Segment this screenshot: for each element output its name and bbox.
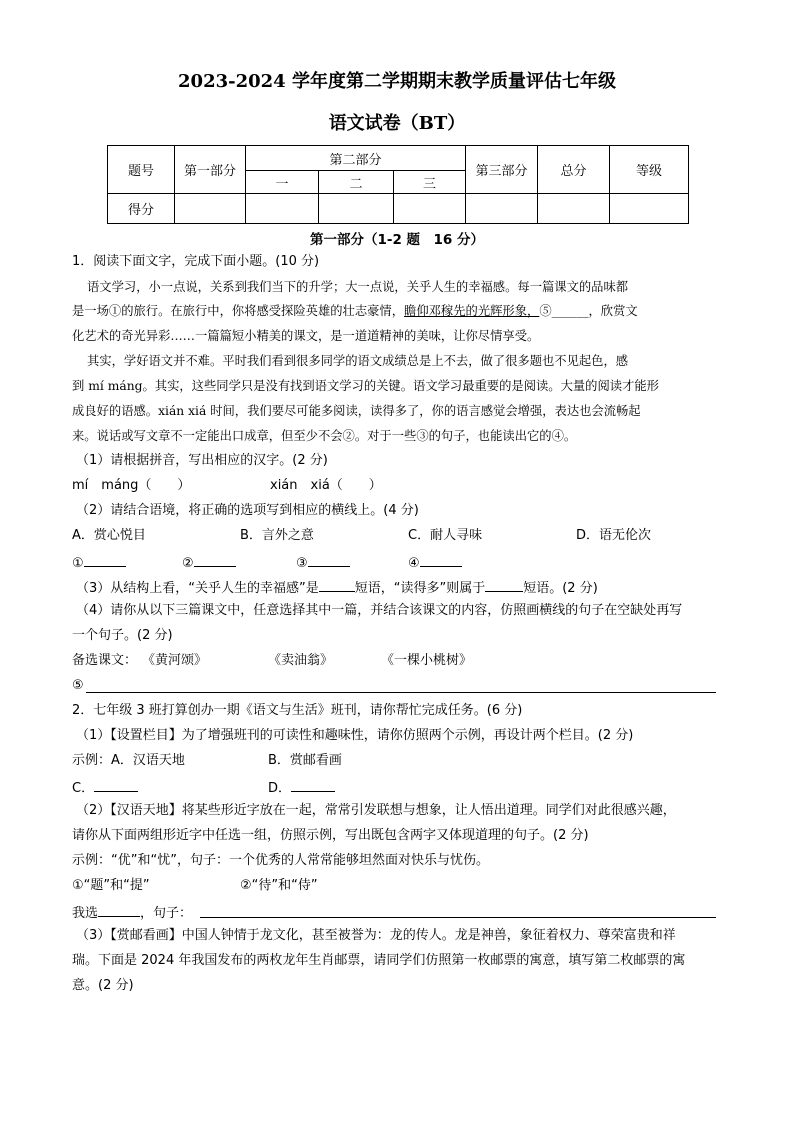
option-d: D．语无伦次 (576, 528, 652, 543)
blank-2-label: ② (182, 556, 194, 571)
q2-sub3-line1: （3）【赏邮看画】中国人钟情于龙文化，甚至被誉为：龙的传人。龙是神兽，象征着权力、尊荣富贵和祥 (76, 928, 676, 943)
q1-sub4-line2: 一个句子。(2 分) (72, 628, 173, 643)
passage-line-7: 来。说话或写文章不一定能出口成章，但至少不会②。对于一些③的句子，也能读出它的④。 (72, 429, 577, 443)
choices-label: 备选课文： (72, 653, 138, 668)
score-cell-2-2[interactable] (319, 194, 394, 224)
passage-line-2 (72, 302, 722, 320)
exam-subtitle: 语文试卷（BT） (328, 113, 466, 134)
grade-header: 等级 (610, 146, 689, 194)
part2-header: 第二部分 (246, 146, 466, 171)
section1-heading: 第一部分（1-2 题 16 分） (309, 232, 485, 248)
q1-sub4-line1: （4）请你从以下三篇课文中，任意选择其中一篇，并结合该课文的内容，仿照画横线的句子在空缺处再写 (76, 603, 683, 618)
score-table (107, 145, 689, 224)
choose-blank[interactable] (98, 902, 140, 917)
q2-sub2-example: 示例：“优”和“忧”，句子：一个优秀的人常常能够坦然面对快乐与忧伤。 (72, 853, 489, 868)
pinyin-xianxia: xián xiá（ ） (270, 478, 382, 493)
example-b: B．赏邮看画 (268, 753, 342, 768)
example-label: 示例： (72, 753, 112, 768)
passage-line-1: 语文学习，小一点说，关系到我们当下的升学；大一点说，关乎人生的幸福感。每一篇课文的品味都 (87, 280, 629, 294)
choice-1: 《黄河颂》 (142, 653, 208, 668)
phrase-blank-1[interactable] (319, 577, 355, 592)
option-a: A．赏心悦目 (72, 528, 146, 543)
blank-3[interactable] (296, 552, 350, 573)
column-blank-c[interactable] (72, 777, 138, 798)
option-b: B．言外之意 (240, 528, 314, 543)
column-d-label: D． (268, 781, 292, 796)
q1-sub3-c: 短语。(2 分) (523, 581, 598, 596)
pair-1: ①“题”和“提” (72, 878, 150, 893)
blank-1[interactable] (72, 552, 126, 573)
part2-sub-3: 三 (394, 171, 466, 194)
q2-sub2-line1: （2）【汉语天地】将某些形近字放在一起，常常引发联想与想象，让人悟出道理。同学们对此很感兴趣， (76, 803, 676, 818)
q2-stem: 2．七年级 3 班打算创办一期《语文与生活》班刊，请你帮忙完成任务。(6 分) (72, 703, 523, 718)
passage-line-6: 成良好的语感。xián xiá 时间，我们要尽可能多阅读，读得多了，你的语言感觉会增强，表达也会流畅起 (72, 404, 641, 418)
option-c: C．耐人寻味 (408, 528, 483, 543)
column-c-label: C． (72, 781, 95, 796)
example-a: A．汉语天地 (111, 753, 185, 768)
passage-line-2-b: ⑤______，欣赏文 (539, 304, 638, 318)
passage-line-3: 化艺术的奇光异彩……一篇篇短小精美的课文，是一道道精神的美味，让你尽情享受。 (72, 329, 540, 343)
phrase-blank-2[interactable] (485, 577, 523, 592)
score-label-cell: 得分 (108, 194, 175, 224)
score-cell-grade[interactable] (610, 194, 689, 224)
choice-3: 《一棵小桃树》 (381, 653, 473, 668)
answer-line-5[interactable] (86, 692, 716, 693)
q1-sub3 (76, 577, 598, 598)
part1-header: 第一部分 (175, 146, 246, 194)
total-header: 总分 (538, 146, 610, 194)
passage-line-4: 其实，学好语文并不难。平时我们看到很多同学的语文成绩总是上不去，做了很多题也不见起色，感 (87, 354, 629, 368)
q2-sub2-line2: 请你从下面两组形近字中任选一组，仿照示例，写出既包含两字又体现道理的句子。(2 分) (72, 828, 589, 843)
score-cell-2-1[interactable] (246, 194, 319, 224)
score-cell-2-3[interactable] (394, 194, 466, 224)
blank-4[interactable] (408, 552, 462, 573)
q1-sub3-a: （3）从结构上看，“关乎人生的幸福感”是 (76, 581, 319, 596)
blank-2[interactable] (182, 552, 236, 573)
row-label-cell: 题号 (108, 146, 175, 194)
score-cell-part3[interactable] (466, 194, 538, 224)
q1-sub2: （2）请结合语境，将正确的选项写到相应的横线上。(4 分) (76, 503, 419, 518)
underlined-sentence: 瞻仰邓稼先的光辉形象， (404, 304, 540, 318)
passage-line-5: 到 mí máng。其实，这些同学只是没有找到语文学习的关键。语文学习最重要的是阅读。大量的阅读才能形 (72, 379, 659, 393)
q2-sub3-line2: 瑞。下面是 2024 年我国发布的两枚龙年生肖邮票，请同学们仿照第一枚邮票的寓意，填写第二枚邮票的寓 (72, 953, 686, 968)
pinyin-mimang: mí máng（ ） (72, 478, 191, 493)
choose-row (72, 902, 192, 923)
part2-sub-2: 二 (319, 171, 394, 194)
choice-2: 《卖油翁》 (268, 653, 334, 668)
q2-sub3-line3: 意。(2 分) (72, 978, 134, 993)
exam-title: 2023-2024 学年度第二学期期末教学质量评估七年级 (178, 71, 616, 92)
choose-label: 我选 (72, 906, 99, 921)
q1-sub3-b: 短语，“读得多”则属于 (354, 581, 486, 596)
example-row (72, 752, 185, 770)
q1-stem: 1．阅读下面文字，完成下面小题。(10 分) (72, 254, 320, 269)
column-blank-d[interactable] (268, 777, 335, 798)
blank-1-label: ① (72, 556, 84, 571)
sentence-answer-line[interactable] (200, 917, 716, 918)
part3-header: 第三部分 (466, 146, 538, 194)
score-cell-total[interactable] (538, 194, 610, 224)
blank-3-label: ③ (296, 556, 308, 571)
q2-sub1: （1）【设置栏目】为了增强班刊的可读性和趣味性，请你仿照两个示例，再设计两个栏目。(2 分) (76, 728, 634, 743)
part2-sub-1: 一 (246, 171, 319, 194)
sentence-label: ，句子： (140, 906, 193, 921)
blank-4-label: ④ (408, 556, 420, 571)
passage-line-2-a: 是一场①的旅行。在旅行中，你将感受探险英雄的壮志豪情， (72, 304, 405, 318)
q1-sub1: （1）请根据拼音，写出相应的汉字。(2 分) (76, 453, 328, 468)
answer-mark: ⑤ (72, 678, 84, 693)
pair-2: ②“待”和“侍” (240, 878, 318, 893)
score-cell-part1[interactable] (175, 194, 246, 224)
